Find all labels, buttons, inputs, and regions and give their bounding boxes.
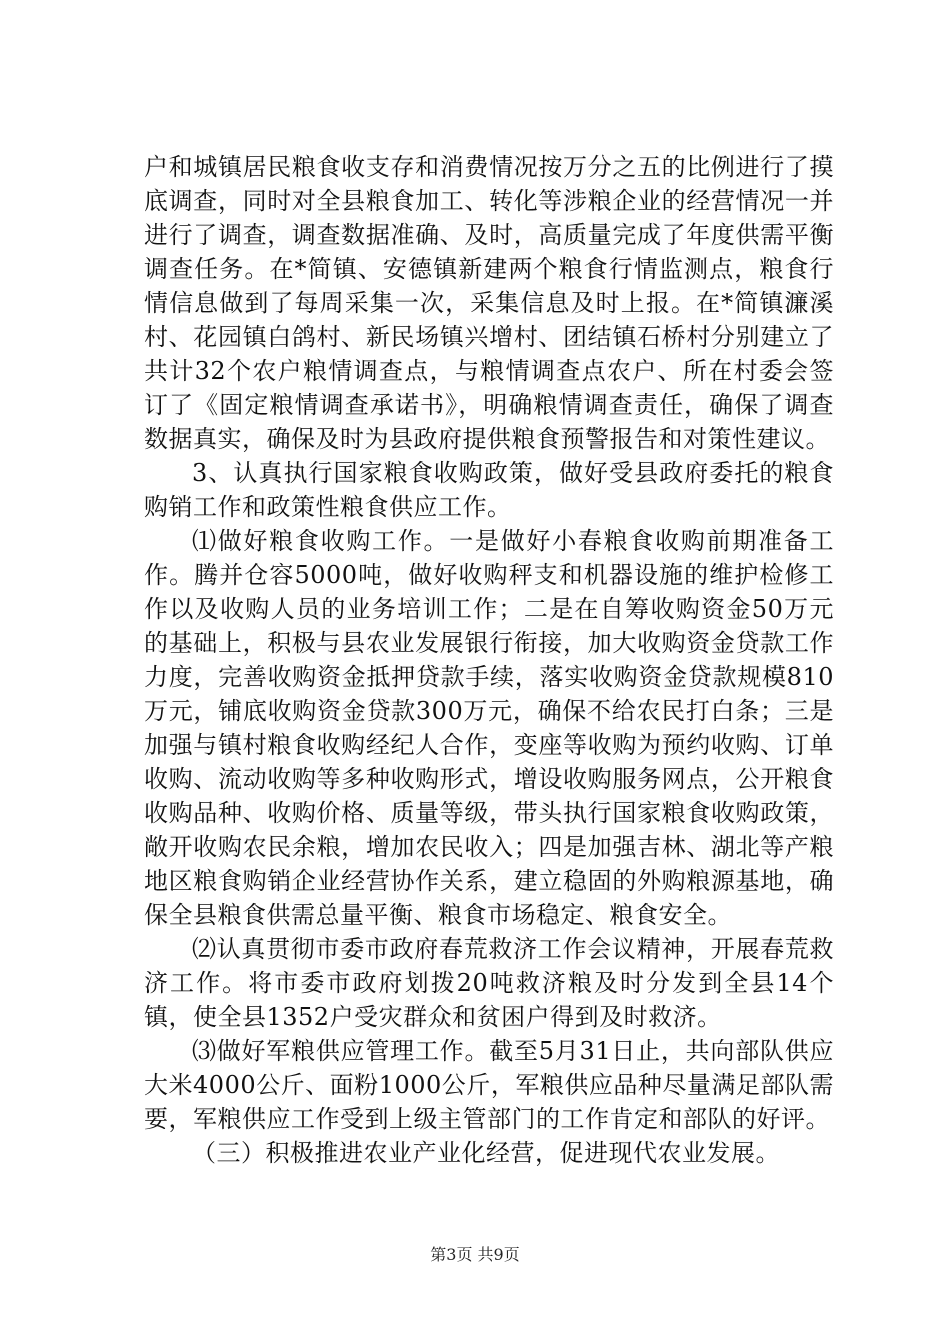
- paragraph-section-3-heading: （三）积极推进农业产业化经营，促进现代农业发展。: [192, 1139, 780, 1167]
- paragraph-item-2: ⑵认真贯彻市委市政府春荒救济工作会议精神，开展春荒救济工作。将市委市政府划拨20吨救济粮及时分发到全县14个镇，使全县1352户受灾群众和贫困户得到及时救济。: [144, 935, 834, 1031]
- paragraph-heading-3: 3、认真执行国家粮食收购政策，做好受县政府委托的粮食购销工作和政策性粮食供应工作。: [144, 459, 834, 521]
- paragraph-item-1: ⑴做好粮食收购工作。一是做好小春粮食收购前期准备工作。腾并仓容5000吨，做好收购秤支和机器设施的维护检修工作以及收购人员的业务培训工作；二是在自筹收购资金50万元的基础上，积极与县农业发展银行衔接，加大收购资金贷款工作力度，完善收购资金抵押贷款手续，落实收购资金贷款规模810万元，铺底收购资金贷款300万元，确保不给农民打白条；三是加强与镇村粮食收购经纪人合作，变座等收购为预约收购、订单收购、流动收购等多种收购形式，增设收购服务网点，公开粮食收购品种、收购价格、质量等级，带头执行国家粮食收购政策，敞开收购农民余粮，增加农民收入；四是加强吉林、湖北等产粮地区粮食购销企业经营协作关系，建立稳固的外购粮源基地，确保全县粮食供需总量平衡、粮食市场稳定、粮食安全。: [144, 527, 834, 929]
- paragraph-survey-continued: 户和城镇居民粮食收支存和消费情况按万分之五的比例进行了摸底调查，同时对全县粮食加工、转化等涉粮企业的经营情况一并进行了调查，调查数据准确、及时，高质量完成了年度供需平衡调查任务。在*简镇、安德镇新建两个粮食行情监测点，粮食行情信息做到了每周采集一次，采集信息及时上报。在*简镇濂溪村、花园镇白鸽村、新民场镇兴增村、团结镇石桥村分别建立了共计32个农户粮情调查点，与粮情调查点农户、所在村委会签订了《固定粮情调查承诺书》，明确粮情调查责任，确保了调查数据真实，确保及时为县政府提供粮食预警报告和对策性建议。: [144, 153, 834, 453]
- page-number-label: 第3页 共9页: [430, 1245, 520, 1264]
- paragraph-item-3: ⑶做好军粮供应管理工作。截至5月31日止，共向部队供应大米4000公斤、面粉1000公斤，军粮供应品种尽量满足部队需要，军粮供应工作受到上级主管部门的工作肯定和部队的好评。: [144, 1037, 834, 1133]
- document-body: [144, 150, 834, 1170]
- page-footer: [0, 1245, 950, 1265]
